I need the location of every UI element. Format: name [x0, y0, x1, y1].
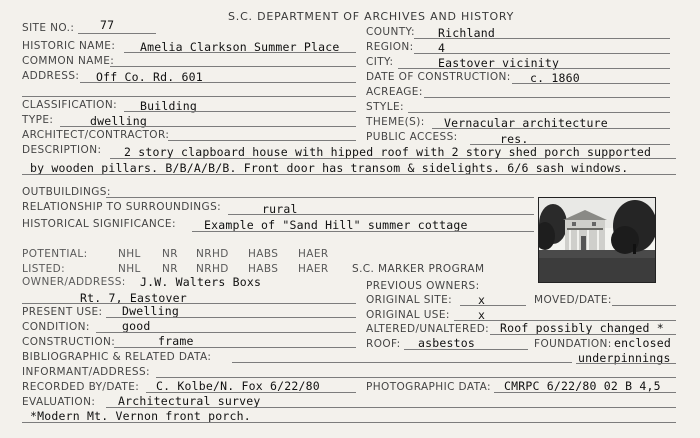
date-label: DATE OF CONSTRUCTION:	[366, 71, 511, 83]
foundation-value-2: underpinnings	[578, 351, 671, 365]
house-photo-icon	[539, 198, 655, 282]
listed-haer: HAER	[298, 263, 329, 275]
classification-label: CLASSIFICATION:	[22, 99, 118, 111]
potential-nr: NR	[162, 248, 178, 260]
county-value: Richland	[438, 26, 495, 40]
type-label: TYPE:	[22, 114, 54, 126]
architect-line	[168, 140, 356, 141]
style-label: STYLE:	[366, 101, 404, 113]
city-line	[398, 68, 670, 69]
footnote: *Modern Mt. Vernon front porch.	[30, 409, 251, 423]
potential-habs: HABS	[248, 248, 279, 260]
date-line	[512, 83, 670, 84]
original-site-value: x	[478, 293, 486, 307]
condition-value: good	[122, 319, 151, 333]
significance-label: HISTORICAL SIGNIFICANCE:	[22, 218, 176, 230]
bibliographic-label: BIBLIOGRAPHIC & RELATED DATA:	[22, 351, 212, 363]
historic-name-line	[124, 52, 356, 53]
style-line	[408, 112, 670, 113]
original-use-value: x	[478, 308, 486, 322]
classification-value: Building	[140, 99, 197, 113]
site-no-line	[78, 33, 156, 34]
footnote-line	[22, 422, 676, 423]
foundation-label: FOUNDATION:	[534, 338, 612, 350]
acreage-label: ACREAGE:	[366, 86, 423, 98]
altered-label: ALTERED/UNALTERED:	[366, 323, 490, 335]
moved-date-label: MOVED/DATE:	[534, 294, 612, 306]
historic-name-label: HISTORIC NAME:	[22, 40, 116, 52]
roof-value: asbestos	[418, 336, 475, 350]
informant-line	[156, 377, 676, 378]
common-name-label: COMMON NAME:	[22, 55, 115, 67]
evaluation-label: EVALUATION:	[22, 396, 96, 408]
photo-data-value: CMRPC 6/22/80 02 B 4,5	[504, 379, 661, 393]
description-rule-2	[22, 174, 676, 175]
address-value: Off Co. Rd. 601	[96, 70, 203, 84]
recorded-value: C. Kolbe/N. Fox 6/22/80	[156, 379, 320, 393]
description-label: DESCRIPTION:	[22, 144, 102, 156]
date-value: c. 1860	[530, 71, 580, 85]
recorded-line	[146, 392, 356, 393]
relationship-label: RELATIONSHIP TO SURROUNDINGS:	[22, 201, 222, 213]
architect-label: ARCHITECT/CONTRACTOR:	[22, 129, 170, 141]
condition-line	[96, 332, 356, 333]
present-use-line	[106, 317, 356, 318]
owner-name: J.W. Walters Boxs	[140, 275, 262, 289]
original-site-line	[460, 305, 526, 306]
city-value: Eastover vicinity	[438, 56, 560, 70]
themes-value: Vernacular architecture	[444, 116, 608, 130]
potential-nrhd: NRHD	[196, 248, 229, 260]
owner-address: Rt. 7, Eastover	[80, 291, 187, 305]
address-line	[80, 82, 356, 83]
informant-label: INFORMANT/ADDRESS:	[22, 366, 150, 378]
region-label: REGION:	[366, 41, 414, 53]
listed-nhl: NHL	[118, 263, 141, 275]
listed-label: LISTED:	[22, 263, 66, 275]
recorded-label: RECORDED BY/DATE:	[22, 381, 140, 393]
significance-line	[192, 231, 534, 232]
altered-line	[490, 334, 676, 335]
evaluation-line	[106, 407, 676, 408]
type-line	[60, 126, 356, 127]
owner-label: OWNER/ADDRESS:	[22, 276, 126, 288]
foundation-line	[576, 363, 676, 364]
bibliographic-line	[232, 362, 572, 363]
blank-line-left	[22, 96, 356, 97]
county-label: COUNTY:	[366, 26, 415, 38]
moved-date-line	[612, 305, 676, 306]
description-rule-1	[110, 158, 676, 159]
marker-program: S.C. MARKER PROGRAM	[352, 263, 485, 275]
significance-value: Example of "Sand Hill" summer cottage	[204, 218, 468, 232]
city-label: CITY:	[366, 56, 394, 68]
public-access-value: res.	[500, 132, 529, 146]
themes-line	[432, 128, 670, 129]
altered-value: Roof possibly changed *	[500, 321, 664, 335]
themes-label: THEME(S):	[366, 116, 425, 128]
common-name-line	[110, 66, 356, 67]
photo-data-line	[494, 392, 676, 393]
previous-owners-label: PREVIOUS OWNERS:	[366, 280, 480, 292]
acreage-line	[424, 97, 670, 98]
site-no-label: SITE NO.:	[22, 22, 75, 34]
outbuildings-line	[106, 197, 534, 198]
original-use-label: ORIGINAL USE:	[366, 309, 450, 321]
present-use-label: PRESENT USE:	[22, 306, 103, 318]
type-value: dwelling	[90, 114, 147, 128]
listed-nr: NR	[162, 263, 178, 275]
evaluation-value: Architectural survey	[118, 394, 261, 408]
construction-label: CONSTRUCTION:	[22, 336, 116, 348]
region-line	[414, 53, 670, 54]
outbuildings-label: OUTBUILDINGS:	[22, 186, 111, 198]
description-line-1: 2 story clapboard house with hipped roof with 2 story shed porch supported	[124, 145, 652, 159]
listed-nrhd: NRHD	[196, 263, 229, 275]
present-use-value: Dwelling	[122, 304, 179, 318]
region-value: 4	[438, 41, 446, 55]
potential-haer: HAER	[298, 248, 329, 260]
roof-label: ROOF:	[366, 338, 401, 350]
classification-line	[124, 111, 356, 112]
potential-nhl: NHL	[118, 248, 141, 260]
listed-habs: HABS	[248, 263, 279, 275]
site-no-value: 77	[100, 18, 115, 32]
photo-data-label: PHOTOGRAPHIC DATA:	[366, 381, 491, 393]
historic-name-value: Amelia Clarkson Summer Place	[140, 40, 340, 54]
owner-line	[22, 303, 356, 304]
potential-label: POTENTIAL:	[22, 248, 88, 260]
construction-value: frame	[158, 334, 194, 348]
description-line-2: by wooden pillars. B/B/A/B/B. Front door has transom & sidelights. 6/6 sash windows.	[30, 161, 629, 175]
relationship-line	[228, 214, 534, 215]
relationship-value: rural	[262, 202, 298, 216]
construction-line	[114, 347, 356, 348]
address-label: ADDRESS:	[22, 70, 80, 82]
house-photo	[538, 197, 656, 283]
county-line	[414, 38, 670, 39]
roof-line	[404, 349, 528, 350]
public-access-label: PUBLIC ACCESS:	[366, 131, 458, 143]
original-site-label: ORIGINAL SITE:	[366, 294, 453, 306]
department-title: S.C. DEPARTMENT OF ARCHIVES AND HISTORY	[228, 10, 515, 23]
foundation-value-1: enclosed	[614, 336, 671, 350]
condition-label: CONDITION:	[22, 321, 90, 333]
